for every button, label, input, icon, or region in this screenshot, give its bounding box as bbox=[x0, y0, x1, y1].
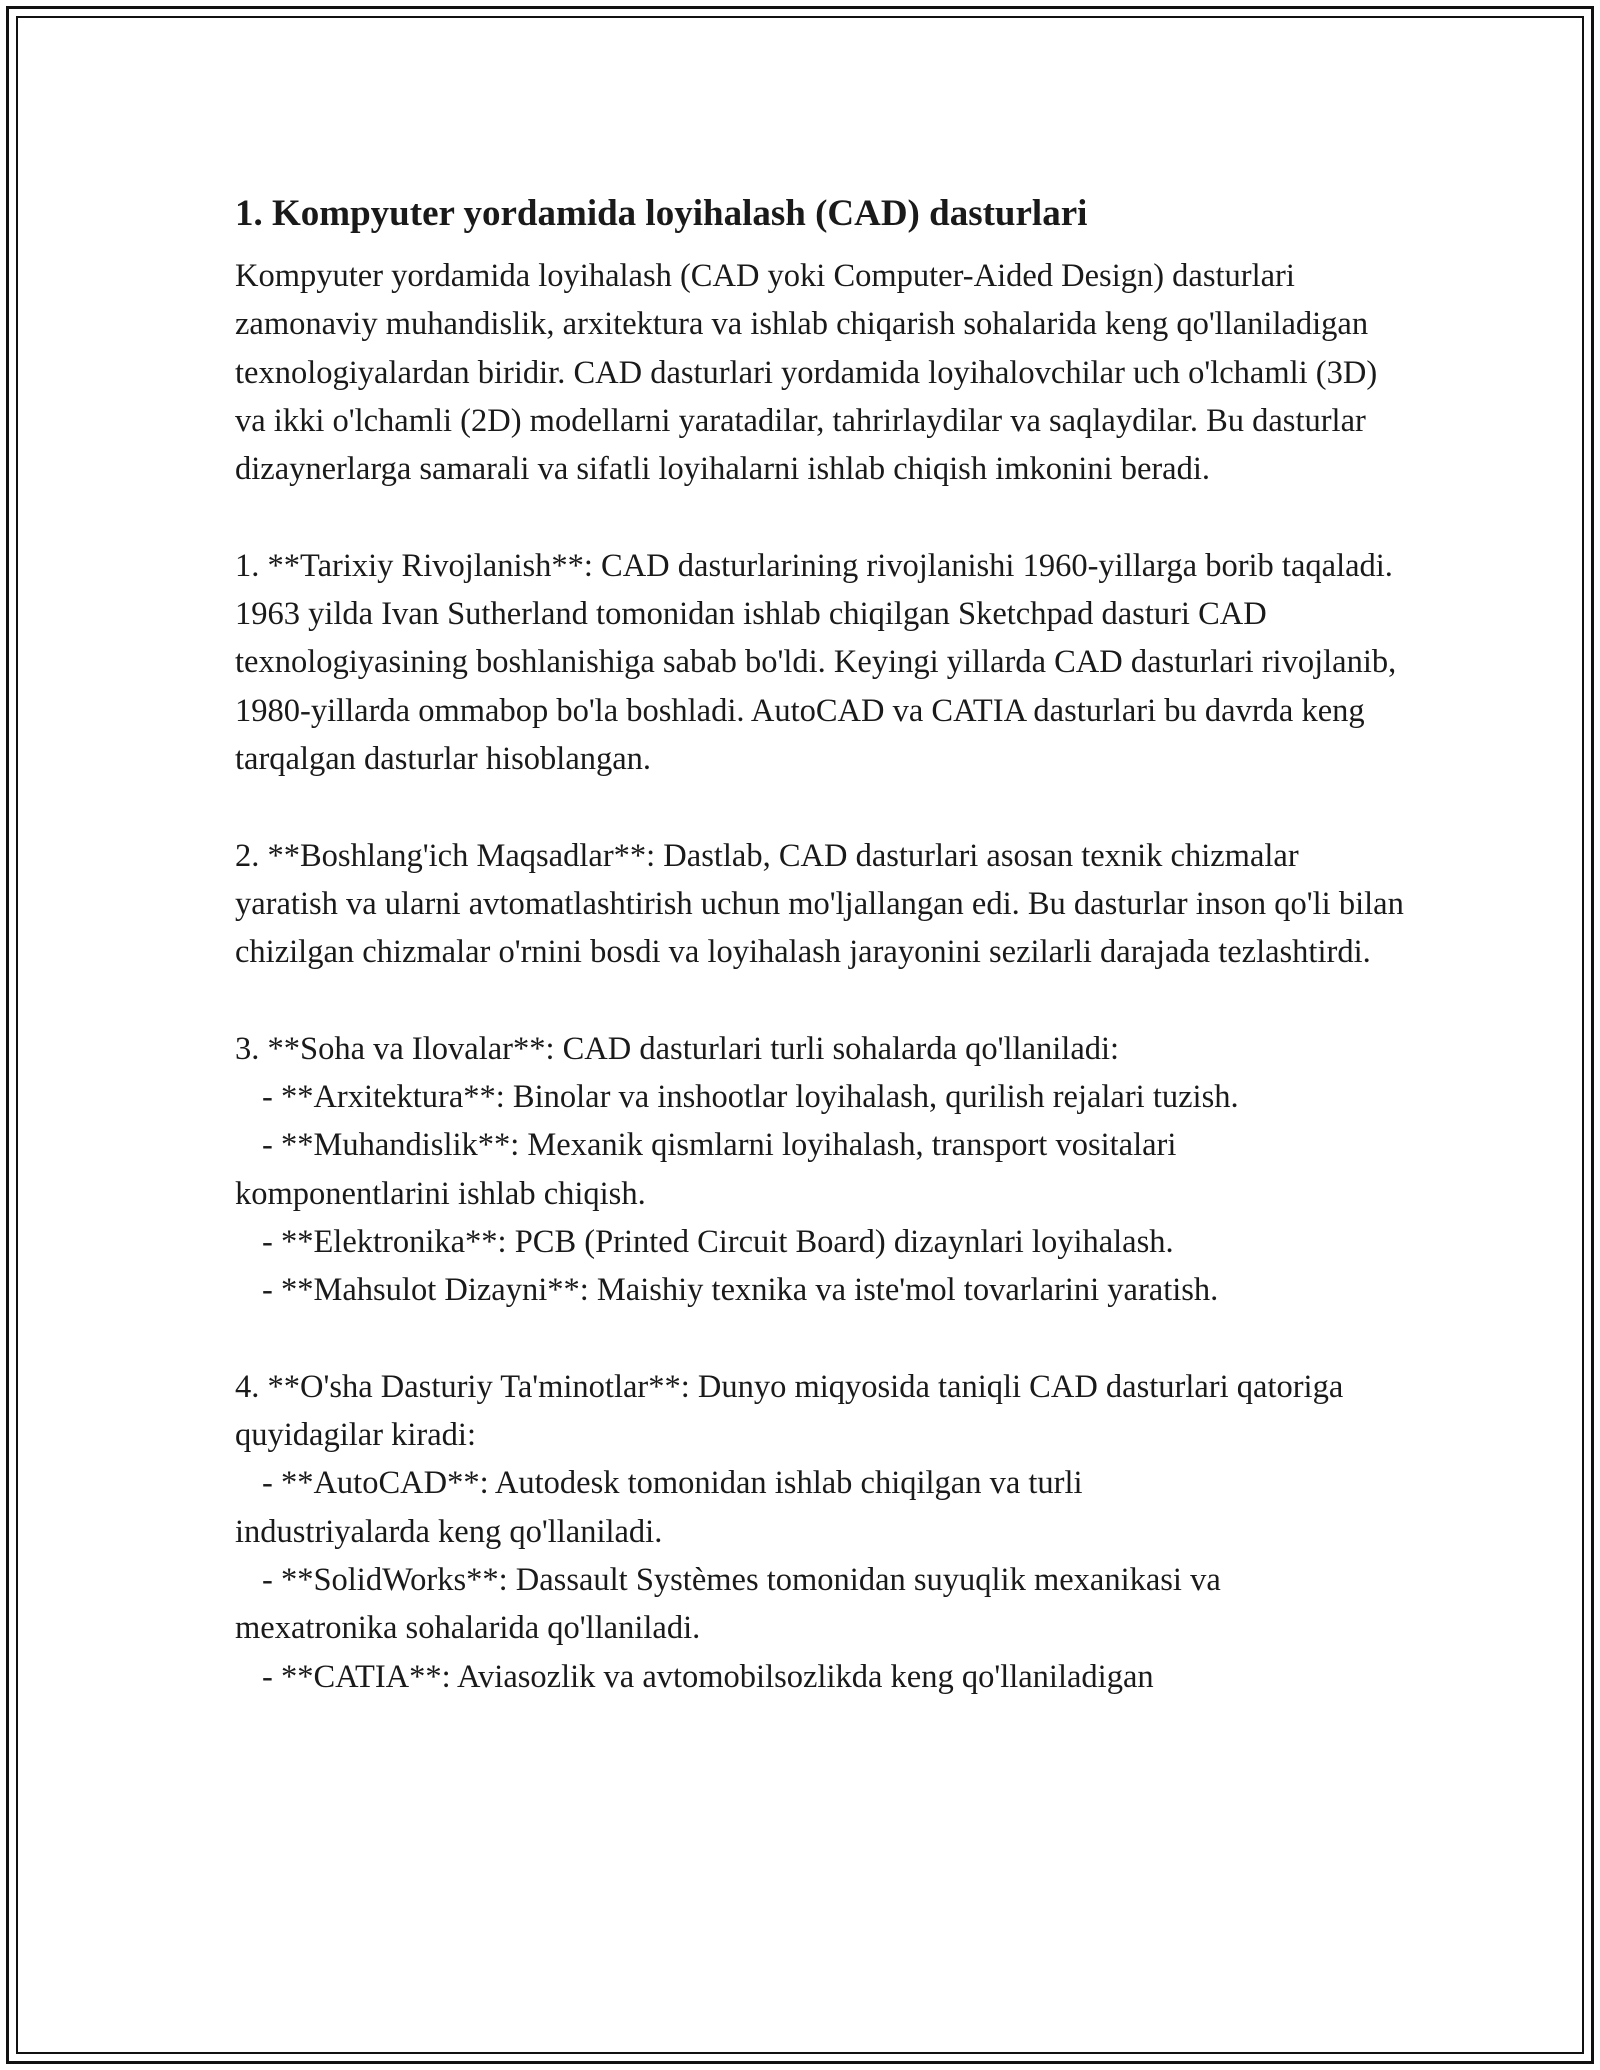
section-initial-goals: 2. **Boshlang'ich Maqsadlar**: Dastlab, CAD dasturlari asosan texnik chizmalar yaratish va ularni avtomatlashtirish uchun mo'ljallangan edi. Bu dasturlar inson qo'li bilan chizilgan chizmalar o'rnini bosdi va loyihalash jarayonini sezilarli darajada tezlashtirdi. bbox=[235, 837, 1412, 971]
document-body bbox=[235, 190, 1412, 1701]
list-item-solidworks-continued: mexatronika sohalarida qo'llaniladi. bbox=[235, 1610, 701, 1647]
list-item-engineering: - **Muhandislik**: Mexanik qismlarni loyihalash, transport vositalari bbox=[262, 1127, 1177, 1164]
list-item-electronics: - **Elektronika**: PCB (Printed Circuit Board) dizaynlari loyihalash. bbox=[262, 1223, 1174, 1260]
intro-paragraph: Kompyuter yordamida loyihalash (CAD yoki Computer-Aided Design) dasturlari zamonaviy muhandislik, arxitektura va ishlab chiqarish sohalarida keng qo'llaniladigan texnologiyalardan biridir. CAD dasturlari yordamida loyihalovchilar uch o'lchamli (3D) va ikki o'lchamli (2D) modellarni yaratadilar, tahrirlaydilar va saqlaydilar. Bu dasturlar dizaynerlarga samarali va sifatli loyihalarni ishlab chiqish imkonini beradi. bbox=[235, 258, 1386, 488]
list-item-engineering-continued: komponentlarini ishlab chiqish. bbox=[235, 1175, 646, 1212]
list-item-solidworks: - **SolidWorks**: Dassault Systèmes tomonidan suyuqlik mexanikasi va bbox=[262, 1562, 1221, 1599]
list-item-autocad: - **AutoCAD**: Autodesk tomonidan ishlab chiqilgan va turli bbox=[262, 1465, 1083, 1502]
paragraph-gap bbox=[235, 783, 1405, 831]
list-item-architecture: - **Arxitektura**: Binolar va inshootlar loyihalash, qurilish rejalari tuzish. bbox=[262, 1079, 1239, 1116]
list-item-catia: - **CATIA**: Aviasozlik va avtomobilsozlikda keng qo'llaniladigan bbox=[262, 1658, 1154, 1695]
section-fields-heading: 3. **Soha va Ilovalar**: CAD dasturlari turli sohalarda qo'llaniladi: bbox=[235, 1030, 1120, 1067]
paragraph-gap bbox=[235, 1315, 1405, 1363]
document-title: 1. Kompyuter yordamida loyihalash (CAD) dasturlari bbox=[235, 193, 1088, 234]
paragraph-gap bbox=[235, 493, 1405, 541]
paragraph-gap bbox=[235, 976, 1405, 1024]
section-history: 1. **Tarixiy Rivojlanish**: CAD dasturlarining rivojlanishi 1960-yillarga borib taqaladi. 1963 yilda Ivan Sutherland tomonidan ishlab chiqilgan Sketchpad dasturi CAD texnologiyasining boshlanishiga sabab bo'ldi. Keyingi yillarda CAD dasturlari rivojlanib, 1980-yillarda ommabop bo'la boshladi. AutoCAD va CATIA dasturlari bu davrda keng tarqalgan dasturlar hisoblangan. bbox=[235, 547, 1405, 777]
list-item-autocad-continued: industriyalarda keng qo'llaniladi. bbox=[235, 1513, 663, 1550]
list-item-product-design: - **Mahsulot Dizayni**: Maishiy texnika va iste'mol tovarlarini yaratish. bbox=[262, 1272, 1219, 1309]
section-software-heading: 4. **O'sha Dasturiy Ta'minotlar**: Dunyo miqyosida taniqli CAD dasturlari qatoriga quyidagilar kiradi: bbox=[235, 1368, 1352, 1454]
